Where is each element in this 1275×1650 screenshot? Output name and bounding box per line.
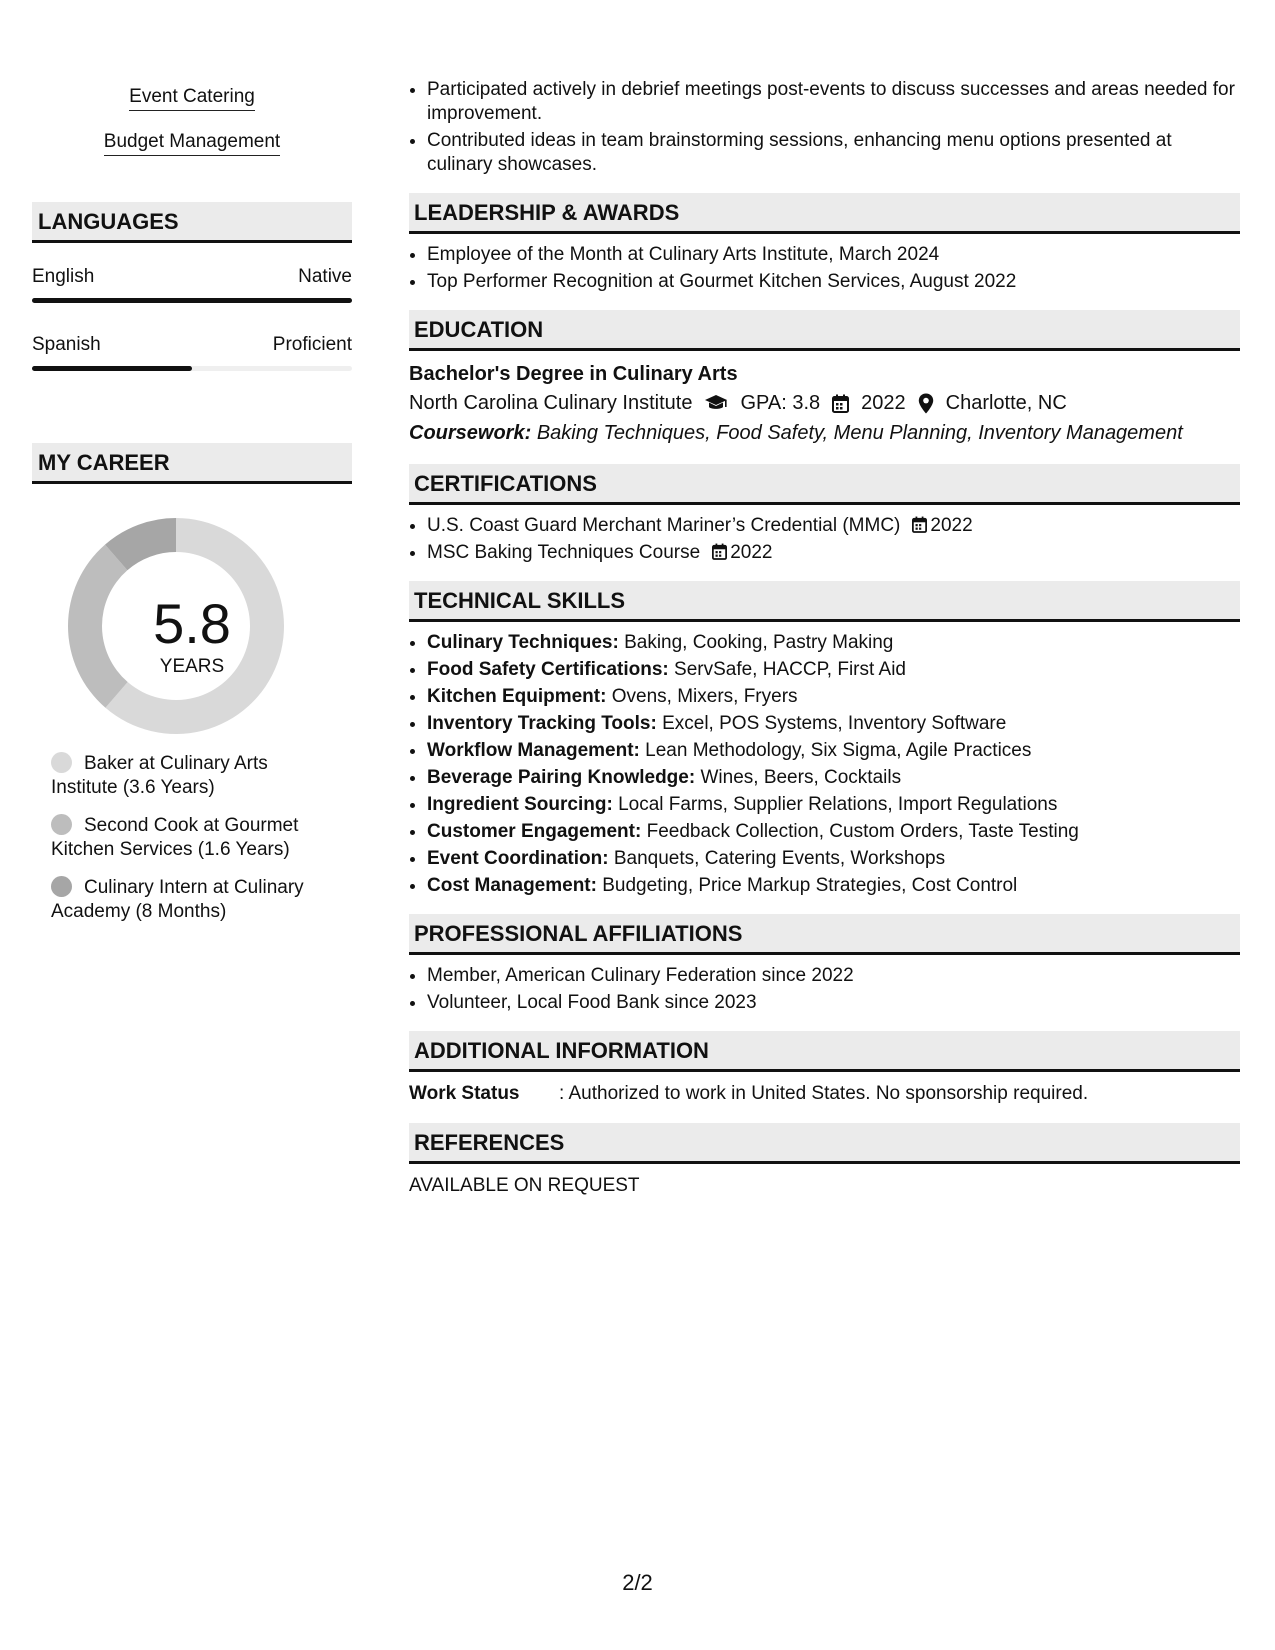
work-status-row <box>409 1081 1240 1107</box>
certifications-heading: CERTIFICATIONS <box>409 464 1240 505</box>
legend-label: Baker at Culinary Arts Institute (3.6 Years) <box>51 753 268 798</box>
legend-label: Culinary Intern at Culinary Academy (8 Months) <box>51 877 304 922</box>
list-item: • Participated actively in debrief meetings post-events to discuss successes and areas needed for improvement. <box>427 78 1240 126</box>
skill-label: Inventory Tracking Tools: <box>427 713 657 734</box>
skill-tag: Event Catering <box>129 70 255 111</box>
leadership-heading: LEADERSHIP & AWARDS <box>409 193 1240 234</box>
additional-info-heading: ADDITIONAL INFORMATION <box>409 1031 1240 1072</box>
references-text: AVAILABLE ON REQUEST <box>409 1175 640 1196</box>
language-bar <box>32 366 352 371</box>
skill-value: Budgeting, Price Markup Strategies, Cost Control <box>602 875 1018 896</box>
skill-value: Baking, Cooking, Pastry Making <box>624 632 894 653</box>
technical-skills-heading: TECHNICAL SKILLS <box>409 581 1240 622</box>
cert-year: 2022 <box>930 515 973 536</box>
skill-label: Culinary Techniques: <box>427 632 619 653</box>
list-item <box>427 514 1240 538</box>
list-item <box>427 766 1240 790</box>
page-number: 2/2 <box>622 1570 653 1595</box>
skill-label: Ingredient Sourcing: <box>427 794 613 815</box>
coursework-value: Baking Techniques, Food Safety, Menu Planning, Inventory Management <box>536 422 1183 444</box>
affiliations-list <box>409 964 1240 1015</box>
list-item <box>427 847 1240 871</box>
skill-value: ServSafe, HACCP, First Aid <box>674 659 906 680</box>
skill-tag: Budget Management <box>104 115 280 156</box>
list-item <box>427 793 1240 817</box>
education-details <box>409 388 1240 418</box>
work-status-value: : Authorized to work in United States. No sponsorship required. <box>559 1083 1089 1104</box>
affiliations-heading: PROFESSIONAL AFFILIATIONS <box>409 914 1240 955</box>
list-item <box>427 541 1240 565</box>
skill-value: Feedback Collection, Custom Orders, Taste Testing <box>646 821 1079 842</box>
language-bar <box>32 298 352 303</box>
language-name: English <box>32 266 95 287</box>
list-item <box>427 631 1240 655</box>
skill-label: Kitchen Equipment: <box>427 686 607 707</box>
legend-dot <box>51 814 72 835</box>
cert-year: 2022 <box>730 542 773 563</box>
skill-value: Lean Methodology, Six Sigma, Agile Practices <box>645 740 1032 761</box>
calendar-icon <box>912 516 927 533</box>
legend-item <box>51 814 321 862</box>
list-item: • Employee of the Month at Culinary Arts Institute, March 2024 <box>427 243 1240 267</box>
graduation-cap-icon <box>704 394 728 412</box>
education-location: Charlotte, NC <box>945 392 1067 414</box>
list-item <box>427 874 1240 898</box>
leadership-list <box>409 243 1240 294</box>
education-degree: Bachelor's Degree in Culinary Arts <box>409 363 738 385</box>
right-column <box>409 78 1240 1199</box>
cert-name: U.S. Coast Guard Merchant Mariner’s Credential (MMC) <box>427 515 901 536</box>
skill-value: Excel, POS Systems, Inventory Software <box>662 713 1007 734</box>
list-item: • Volunteer, Local Food Bank since 2023 <box>427 991 1240 1015</box>
skill-label: Customer Engagement: <box>427 821 642 842</box>
education-heading: EDUCATION <box>409 310 1240 351</box>
skill-label: Beverage Pairing Knowledge: <box>427 767 696 788</box>
calendar-icon <box>832 394 849 413</box>
technical-skills-list <box>409 631 1240 898</box>
legend-item <box>51 752 321 800</box>
language-level: Native <box>298 266 352 287</box>
career-donut-chart <box>32 484 352 734</box>
skill-value: Ovens, Mixers, Fryers <box>611 686 798 707</box>
list-item <box>427 820 1240 844</box>
education-coursework <box>409 418 1240 448</box>
language-english <box>32 265 352 303</box>
language-bar-fill <box>32 366 192 371</box>
skill-tags <box>32 70 352 160</box>
legend-dot <box>51 876 72 897</box>
career-years-unit: YEARS <box>159 656 225 677</box>
career-legend <box>32 752 321 924</box>
legend-label: Second Cook at Gourmet Kitchen Services (1.6 Years) <box>51 815 299 860</box>
skill-label: Workflow Management: <box>427 740 640 761</box>
skill-value: Local Farms, Supplier Relations, Import Regulations <box>618 794 1058 815</box>
experience-bullets <box>409 78 1240 177</box>
language-name: Spanish <box>32 334 101 355</box>
skill-label: Event Coordination: <box>427 848 609 869</box>
legend-dot <box>51 752 72 773</box>
skill-label: Cost Management: <box>427 875 597 896</box>
list-item: • Member, American Culinary Federation since 2022 <box>427 964 1240 988</box>
career-heading: MY CAREER <box>32 443 352 484</box>
language-bar-fill <box>32 298 352 303</box>
legend-item <box>51 876 321 924</box>
location-pin-icon <box>918 393 934 414</box>
list-item: • Contributed ideas in team brainstorming sessions, enhancing menu options presented at culinary showcases. <box>427 129 1240 177</box>
skill-label: Food Safety Certifications: <box>427 659 669 680</box>
education-school: North Carolina Culinary Institute <box>409 392 693 414</box>
list-item: • Top Performer Recognition at Gourmet Kitchen Services, August 2022 <box>427 270 1240 294</box>
coursework-label: Coursework: <box>409 422 532 444</box>
calendar-icon <box>712 543 727 560</box>
languages-heading: LANGUAGES <box>32 202 352 243</box>
list-item <box>427 739 1240 763</box>
career-years-total: 5.8 <box>153 592 231 655</box>
certifications-list <box>409 514 1240 565</box>
language-level: Proficient <box>272 334 352 355</box>
education-gpa: GPA: 3.8 <box>740 392 821 414</box>
language-spanish <box>32 333 352 371</box>
references-heading: REFERENCES <box>409 1123 1240 1164</box>
cert-name: MSC Baking Techniques Course <box>427 542 701 563</box>
list-item <box>427 712 1240 736</box>
skill-value: Banquets, Catering Events, Workshops <box>613 848 946 869</box>
list-item <box>427 685 1240 709</box>
list-item <box>427 658 1240 682</box>
left-column <box>32 70 352 938</box>
education-year: 2022 <box>861 392 906 414</box>
skill-value: Wines, Beers, Cocktails <box>700 767 902 788</box>
work-status-label: Work Status <box>409 1083 520 1104</box>
